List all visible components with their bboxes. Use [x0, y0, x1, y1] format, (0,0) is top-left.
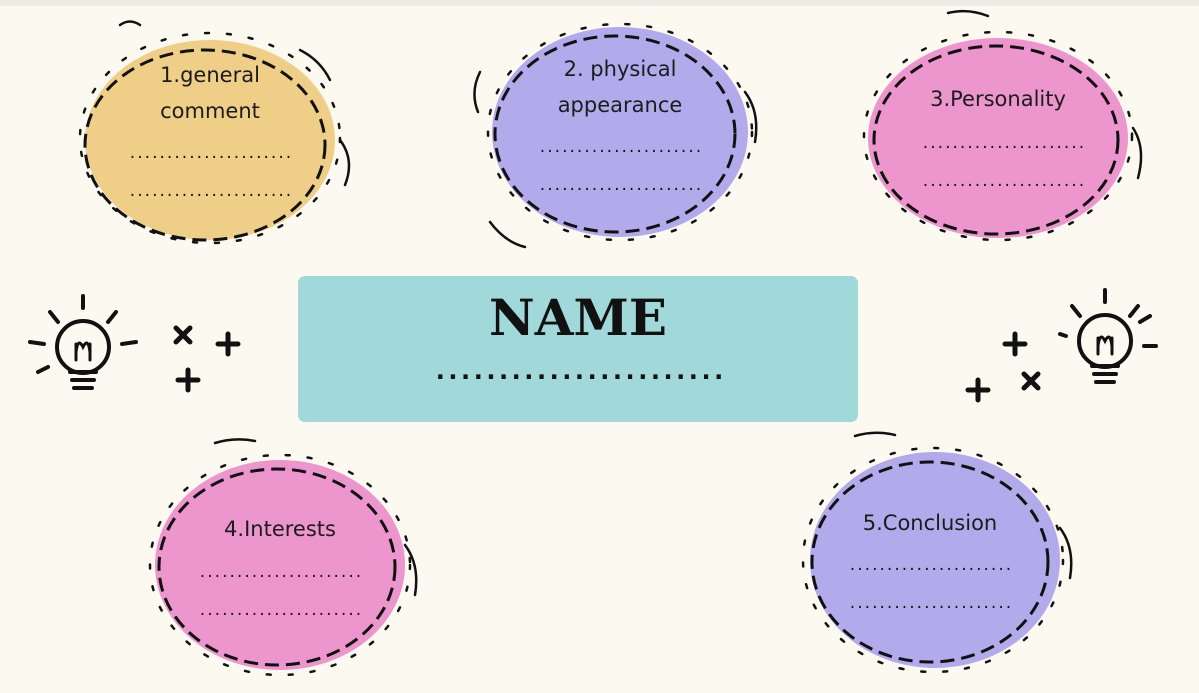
- bubble-conclusion: [785, 438, 1075, 683]
- sparkle-icon: [970, 330, 1050, 405]
- answer-line-1: ......................: [198, 565, 362, 581]
- name-box: [298, 276, 858, 422]
- name-title: NAME: [489, 288, 667, 347]
- answer-line-2: ......................: [848, 596, 1012, 612]
- lightbulb-icon: [28, 292, 138, 407]
- scribble-cloud-shape: [470, 12, 770, 252]
- answer-line-1: ......................: [538, 140, 702, 156]
- bubble-title-line-1: 2. physical: [563, 57, 677, 81]
- lightbulb-icon: [1060, 286, 1170, 401]
- answer-line-1: ......................: [848, 558, 1012, 574]
- bubble-title-line-1: 4.Interests: [224, 517, 336, 541]
- answer-line-1: ......................: [921, 136, 1085, 152]
- answer-line-2: ......................: [921, 174, 1085, 190]
- bubble-personality: [848, 18, 1148, 258]
- answer-line-2: ......................: [538, 178, 702, 194]
- top-border: [0, 0, 1199, 6]
- bubble-title-line-1: 3.Personality: [930, 87, 1066, 111]
- bubble-physical-appearance: [470, 12, 770, 252]
- answer-line-2: ......................: [198, 603, 362, 619]
- bubble-title-line-1: 5.Conclusion: [862, 511, 998, 535]
- bubble-general-comment: [60, 20, 360, 260]
- bubble-title-line-2: comment: [160, 99, 260, 123]
- sparkle-icon: [168, 322, 248, 397]
- bubble-title-line-1: 1.general: [160, 63, 260, 87]
- answer-line-1: ......................: [128, 146, 292, 162]
- name-answer-line: .......................: [432, 356, 724, 386]
- bubble-interests: [135, 445, 425, 685]
- answer-line-2: ......................: [128, 184, 292, 200]
- bubble-title-line-2: appearance: [557, 93, 683, 117]
